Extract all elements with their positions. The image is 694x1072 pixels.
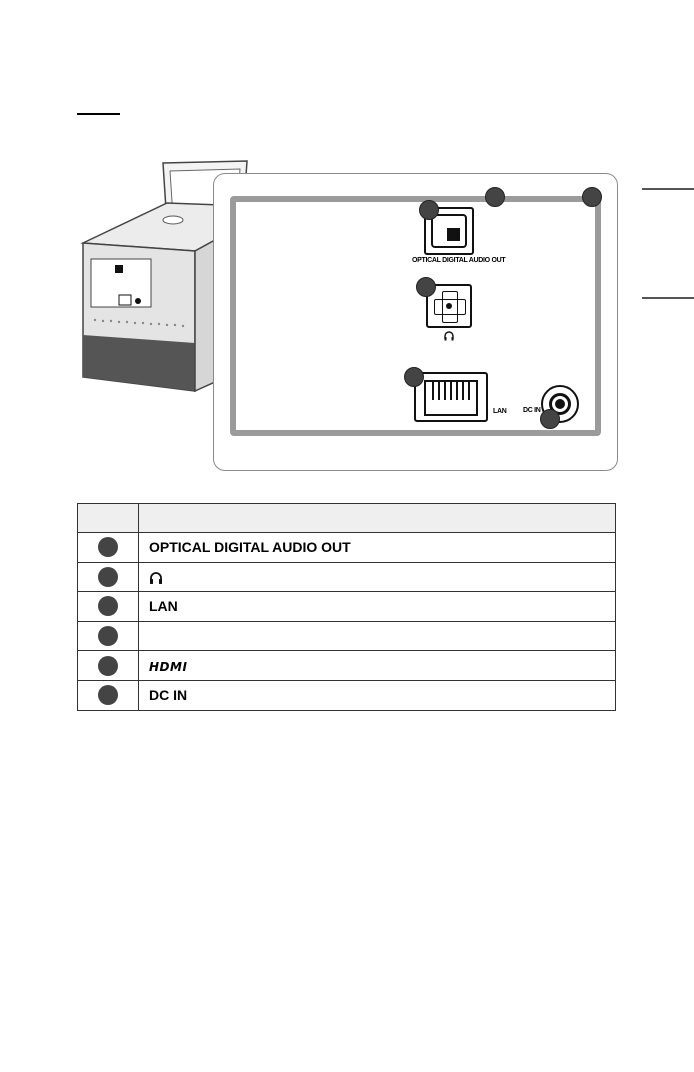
margin-rule-top bbox=[642, 188, 694, 190]
table-row bbox=[78, 651, 616, 681]
table-row bbox=[78, 621, 616, 651]
row-badge-6 bbox=[98, 685, 118, 705]
headphone-icon bbox=[444, 331, 454, 341]
table-row bbox=[78, 680, 616, 710]
column-header-number bbox=[78, 504, 139, 533]
row-badge-2 bbox=[98, 567, 118, 587]
row-badge-3 bbox=[98, 596, 118, 616]
badge-4 bbox=[485, 187, 505, 207]
table-row bbox=[78, 562, 616, 592]
badge-1 bbox=[419, 200, 439, 220]
optical-label: OPTICAL DIGITAL AUDIO OUT bbox=[412, 257, 506, 264]
row-badge-4 bbox=[98, 626, 118, 646]
row-badge-1 bbox=[98, 537, 118, 557]
table-row bbox=[78, 592, 616, 622]
headphone-icon bbox=[149, 571, 163, 585]
lan-port bbox=[414, 372, 488, 422]
badge-3 bbox=[404, 367, 424, 387]
port-illustration bbox=[75, 155, 620, 475]
dc-in-label: DC IN bbox=[523, 407, 541, 414]
row-desc: DC IN bbox=[139, 680, 616, 710]
row-desc bbox=[139, 621, 616, 651]
row-desc: OPTICAL DIGITAL AUDIO OUT bbox=[139, 533, 616, 563]
row-badge-5 bbox=[98, 656, 118, 676]
row-desc: LAN bbox=[139, 592, 616, 622]
badge-5 bbox=[582, 187, 602, 207]
hdmi-logo-icon: HDMI bbox=[149, 659, 188, 674]
table-header bbox=[78, 504, 616, 533]
port-table bbox=[77, 503, 616, 711]
lan-label: LAN bbox=[493, 408, 507, 415]
column-header-description bbox=[139, 504, 616, 533]
table-row bbox=[78, 533, 616, 563]
header-underline bbox=[77, 113, 120, 115]
margin-rule-bottom bbox=[642, 297, 694, 299]
badge-2 bbox=[416, 277, 436, 297]
badge-6 bbox=[540, 409, 560, 429]
